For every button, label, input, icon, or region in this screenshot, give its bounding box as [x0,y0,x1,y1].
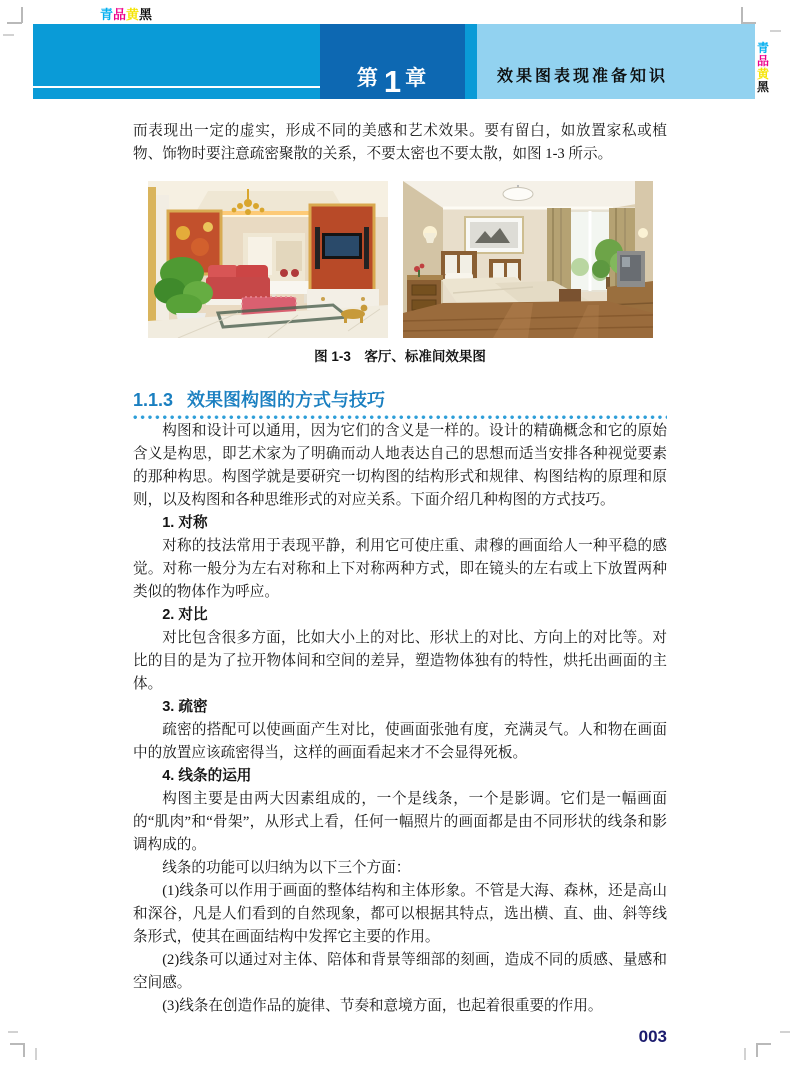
page-body [133,120,667,1047]
reg-char-yellow: 黄 [126,7,140,22]
crop-mark [741,7,743,23]
reg-char-black: 黑 [757,80,770,94]
living-room-photo [148,181,388,338]
crop-mark [35,1048,37,1060]
page-number: 003 [638,1027,667,1046]
crop-mark [10,1043,24,1045]
subheading: 2. 对比 [162,607,208,623]
banner-right-band [477,24,755,99]
subheading: 4. 线条的运用 [162,768,252,784]
chapter-number: 1 [383,64,402,99]
paragraph: (3)线条在创造作品的旋律、节奏和意境方面，也起着很重要的作用。 [162,998,603,1014]
reg-char-cyan: 青 [100,7,114,22]
section-heading [133,386,667,412]
crop-mark [756,1043,758,1057]
chapter-title: 效果图表现准备知识 [497,68,669,85]
figure-caption: 图 1-3 客厅、标准间效果图 [314,349,486,364]
chapter-header-banner [33,24,755,99]
paragraph: 构图主要是由两大因素组成的，一个是线条，一个是影调。它们是一幅画面的“肌肉”和“骨架”，从形式上看，任何一幅照片的画面都是由不同形状的线条和影调构成的。 [133,791,667,853]
banner-divider [465,24,477,99]
reg-char-black: 黑 [139,7,153,22]
paragraph: 对称的技法常用于表现平静，利用它可使庄重、肃穆的画面给人一种平稳的感觉。对称一般分为左右对称和上下对称两种方式，即在镜头的左右或上下放置两种类似的物体作为呼应。 [133,538,667,600]
crop-mark [3,34,14,36]
chapter-prefix: 第 [356,67,380,90]
subheading: 3. 疏密 [162,699,208,715]
registration-marks-right [757,42,769,94]
tv-wall [310,205,374,293]
reg-char-magenta: 品 [113,7,127,22]
registration-marks-top [100,8,152,22]
figure-1-3 [133,181,667,338]
reg-char-cyan: 青 [757,41,770,55]
crop-mark [7,22,22,24]
crop-mark [744,1048,746,1060]
reg-char-magenta: 品 [757,54,770,68]
section-number: 1.1.3 [133,390,174,410]
crop-mark [8,1031,18,1033]
chapter-number-box [320,24,465,99]
subheading: 1. 对称 [162,515,208,531]
paragraph: 构图和设计可以通用，因为它们的含义是一样的。设计的精确概念和它的原始含义是构思，即艺术家为了明确而动人地表达自己的思想而适当安排各种视觉要素的那种构思。构图学就是要研究一切构图的结构形式和规律、构图结构的原理和原则，以及构图和各种思维形式的对应关系。下面介绍几种构图的方式技巧。 [133,423,667,508]
paragraph: 而表现出一定的虚实，形成不同的美感和艺术效果。要有留白，如放置家私或植物、饰物时要注意疏密聚散的关系，不要太密也不要太散，如图 1-3 所示。 [133,123,667,162]
reg-char-yellow: 黄 [757,67,770,81]
paragraph: (1)线条可以作用于画面的整体结构和主体形象。不管是大海、森林，还是高山和深谷，凡是人们看到的自然现象，都可以根据其特点，选出横、直、曲、斜等线条形式，使其在画面结构中发挥它主要的作用。 [133,883,667,945]
banner-white-rule [33,86,320,88]
crop-mark [21,7,23,23]
crop-mark [23,1043,25,1057]
crop-mark [757,1043,771,1045]
crop-mark [770,30,781,32]
standard-room-photo [403,181,653,338]
framed-picture [465,217,523,253]
paragraph: (2)线条可以通过对主体、陪体和背景等细部的刻画，造成不同的质感、量感和空间感。 [133,952,667,991]
paragraph: 对比包含很多方面，比如大小上的对比、形状上的对比、方向上的对比等。对比的目的是为了拉开物体间和空间的差异，塑造物体独有的特性，烘托出画面的主体。 [133,630,667,692]
section-title: 效果图构图的方式与技巧 [187,390,386,410]
crop-mark [780,1031,790,1033]
chapter-suffix: 章 [405,67,429,90]
paragraph: 线条的功能可以归纳为以下三个方面： [162,860,411,876]
paragraph: 疏密的搭配可以使画面产生对比，使画面张弛有度，充满灵气。人和物在画面中的放置应该疏密得当，这样的画面看起来才不会显得死板。 [133,722,667,761]
banner-left-band [33,24,320,99]
